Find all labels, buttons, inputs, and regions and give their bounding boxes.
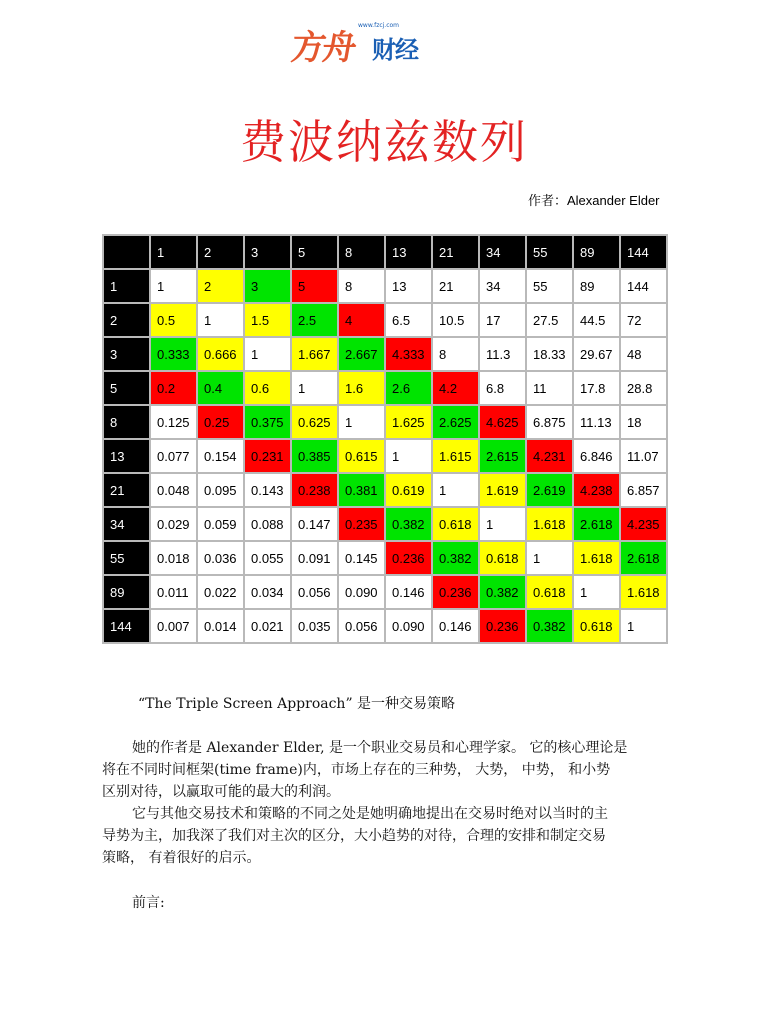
column-header-cell: 1 <box>150 235 197 269</box>
row-header-cell: 21 <box>103 473 150 507</box>
logo-url: www.fzcj.com <box>358 22 400 29</box>
ratio-cell: 1.618 <box>526 507 573 541</box>
row-header-cell: 89 <box>103 575 150 609</box>
row-header-cell: 5 <box>103 371 150 405</box>
ratio-cell: 1 <box>573 575 620 609</box>
ratio-cell: 2.615 <box>479 439 526 473</box>
row-header-cell: 8 <box>103 405 150 439</box>
logo-caijing: 财经 <box>372 36 418 64</box>
ratio-cell: 0.333 <box>150 337 197 371</box>
ratio-cell: 2.619 <box>526 473 573 507</box>
ratio-cell: 72 <box>620 303 667 337</box>
ratio-cell: 6.846 <box>573 439 620 473</box>
ratio-cell: 4 <box>338 303 385 337</box>
ratio-cell: 4.231 <box>526 439 573 473</box>
ratio-cell: 11.07 <box>620 439 667 473</box>
ratio-cell: 89 <box>573 269 620 303</box>
paragraph-author-line-3: 区别对待，以赢取可能的最大的利润。 <box>102 784 340 800</box>
ratio-cell: 0.090 <box>338 575 385 609</box>
ratio-cell: 8 <box>338 269 385 303</box>
fibonacci-table-body <box>103 235 667 643</box>
ratio-cell: 0.056 <box>338 609 385 643</box>
ratio-cell: 0.125 <box>150 405 197 439</box>
column-header-cell: 55 <box>526 235 573 269</box>
ratio-cell: 13 <box>385 269 432 303</box>
ratio-cell: 0.4 <box>197 371 244 405</box>
page-title: 费波纳兹数列 <box>240 115 528 169</box>
row-header-cell: 3 <box>103 337 150 371</box>
table-row <box>103 371 667 405</box>
column-header-cell: 2 <box>197 235 244 269</box>
ratio-cell: 0.011 <box>150 575 197 609</box>
ratio-cell: 0.618 <box>573 609 620 643</box>
ratio-cell: 0.036 <box>197 541 244 575</box>
ratio-cell: 44.5 <box>573 303 620 337</box>
ratio-cell: 8 <box>432 337 479 371</box>
ratio-cell: 11.3 <box>479 337 526 371</box>
ratio-cell: 1 <box>526 541 573 575</box>
ratio-cell: 0.382 <box>432 541 479 575</box>
ratio-cell: 1 <box>432 473 479 507</box>
ratio-cell: 1.618 <box>620 575 667 609</box>
ratio-cell: 0.6 <box>244 371 291 405</box>
ratio-cell: 10.5 <box>432 303 479 337</box>
ratio-cell: 0.007 <box>150 609 197 643</box>
column-header-cell: 21 <box>432 235 479 269</box>
ratio-cell: 0.385 <box>291 439 338 473</box>
ratio-cell: 0.034 <box>244 575 291 609</box>
paragraph-preface: 前言: <box>132 895 165 911</box>
ratio-cell: 4.235 <box>620 507 667 541</box>
table-row <box>103 541 667 575</box>
ratio-cell: 6.5 <box>385 303 432 337</box>
ratio-cell: 0.236 <box>385 541 432 575</box>
table-row <box>103 507 667 541</box>
ratio-cell: 4.625 <box>479 405 526 439</box>
row-header-cell: 34 <box>103 507 150 541</box>
ratio-cell: 4.333 <box>385 337 432 371</box>
fibonacci-ratio-table <box>102 234 668 644</box>
ratio-cell: 1 <box>197 303 244 337</box>
table-row <box>103 269 667 303</box>
ratio-cell: 0.095 <box>197 473 244 507</box>
ratio-cell: 6.857 <box>620 473 667 507</box>
ratio-cell: 0.018 <box>150 541 197 575</box>
ratio-cell: 0.618 <box>432 507 479 541</box>
table-row <box>103 439 667 473</box>
ratio-cell: 0.231 <box>244 439 291 473</box>
ratio-cell: 0.5 <box>150 303 197 337</box>
ratio-cell: 2.618 <box>620 541 667 575</box>
ratio-cell: 0.618 <box>479 541 526 575</box>
table-row <box>103 575 667 609</box>
ratio-cell: 18.33 <box>526 337 573 371</box>
ratio-cell: 0.146 <box>432 609 479 643</box>
ratio-cell: 1.5 <box>244 303 291 337</box>
column-header-cell: 5 <box>291 235 338 269</box>
ratio-cell: 1.618 <box>573 541 620 575</box>
ratio-cell: 2.5 <box>291 303 338 337</box>
column-header-cell: 144 <box>620 235 667 269</box>
column-header-cell: 13 <box>385 235 432 269</box>
ratio-cell: 1.619 <box>479 473 526 507</box>
ratio-cell: 0.154 <box>197 439 244 473</box>
table-header-row <box>103 235 667 269</box>
ratio-cell: 0.035 <box>291 609 338 643</box>
ratio-cell: 55 <box>526 269 573 303</box>
row-header-cell: 1 <box>103 269 150 303</box>
ratio-cell: 0.021 <box>244 609 291 643</box>
ratio-cell: 5 <box>291 269 338 303</box>
paragraph-intro: “The Triple Screen Approach” 是一种交易策略 <box>138 696 456 712</box>
ratio-cell: 0.382 <box>479 575 526 609</box>
ratio-cell: 1.615 <box>432 439 479 473</box>
ratio-cell: 0.381 <box>338 473 385 507</box>
ratio-cell: 1 <box>620 609 667 643</box>
table-row <box>103 609 667 643</box>
ratio-cell: 0.091 <box>291 541 338 575</box>
ratio-cell: 6.875 <box>526 405 573 439</box>
ratio-cell: 0.666 <box>197 337 244 371</box>
ratio-cell: 17.8 <box>573 371 620 405</box>
ratio-cell: 144 <box>620 269 667 303</box>
row-header-cell: 55 <box>103 541 150 575</box>
ratio-cell: 0.147 <box>291 507 338 541</box>
ratio-cell: 0.022 <box>197 575 244 609</box>
ratio-cell: 0.029 <box>150 507 197 541</box>
author-line: 作者：Alexander Elder <box>528 193 660 208</box>
ratio-cell: 0.619 <box>385 473 432 507</box>
ratio-cell: 48 <box>620 337 667 371</box>
ratio-cell: 18 <box>620 405 667 439</box>
ratio-cell: 0.143 <box>244 473 291 507</box>
ratio-cell: 11.13 <box>573 405 620 439</box>
ratio-cell: 1.625 <box>385 405 432 439</box>
ratio-cell: 21 <box>432 269 479 303</box>
ratio-cell: 0.077 <box>150 439 197 473</box>
row-header-cell: 2 <box>103 303 150 337</box>
ratio-cell: 4.2 <box>432 371 479 405</box>
ratio-cell: 0.014 <box>197 609 244 643</box>
ratio-cell: 0.615 <box>338 439 385 473</box>
ratio-cell: 0.146 <box>385 575 432 609</box>
ratio-cell: 2.6 <box>385 371 432 405</box>
ratio-cell: 3 <box>244 269 291 303</box>
ratio-cell: 0.625 <box>291 405 338 439</box>
ratio-cell: 0.382 <box>385 507 432 541</box>
ratio-cell: 0.238 <box>291 473 338 507</box>
ratio-cell: 1 <box>244 337 291 371</box>
column-header-cell: 3 <box>244 235 291 269</box>
table-row <box>103 473 667 507</box>
table-row <box>103 337 667 371</box>
ratio-cell: 1.6 <box>338 371 385 405</box>
ratio-cell: 28.8 <box>620 371 667 405</box>
row-header-cell: 13 <box>103 439 150 473</box>
ratio-cell: 0.088 <box>244 507 291 541</box>
ratio-cell: 0.048 <box>150 473 197 507</box>
ratio-cell: 6.8 <box>479 371 526 405</box>
ratio-cell: 4.238 <box>573 473 620 507</box>
paragraph-difference-line-2: 导势为主，加我深了我们对主次的区分，大小趋势的对待，合理的安排和制定交易 <box>102 828 606 844</box>
column-header-cell: 89 <box>573 235 620 269</box>
table-row <box>103 405 667 439</box>
row-header-cell: 144 <box>103 609 150 643</box>
paragraph-difference-line-3: 策略， 有着很好的启示。 <box>102 850 261 866</box>
ratio-cell: 29.67 <box>573 337 620 371</box>
ratio-cell: 0.145 <box>338 541 385 575</box>
paragraph-author-line-2: 将在不同时间框架(time frame)内，市场上存在的三种势， 大势， 中势， 和小势 <box>102 762 611 778</box>
ratio-cell: 0.375 <box>244 405 291 439</box>
column-header-cell: 8 <box>338 235 385 269</box>
paragraph-author-line-1: 她的作者是 Alexander Elder, 是一个职业交易员和心理学家。 它的核心理论是 <box>132 740 628 756</box>
ratio-cell: 0.2 <box>150 371 197 405</box>
ratio-cell: 0.056 <box>291 575 338 609</box>
ratio-cell: 1 <box>291 371 338 405</box>
ratio-cell: 0.25 <box>197 405 244 439</box>
ratio-cell: 17 <box>479 303 526 337</box>
ratio-cell: 34 <box>479 269 526 303</box>
ratio-cell: 0.090 <box>385 609 432 643</box>
ratio-cell: 1 <box>338 405 385 439</box>
ratio-cell: 1 <box>479 507 526 541</box>
ratio-cell: 11 <box>526 371 573 405</box>
ratio-cell: 27.5 <box>526 303 573 337</box>
ratio-cell: 2 <box>197 269 244 303</box>
ratio-cell: 2.667 <box>338 337 385 371</box>
ratio-cell: 0.382 <box>526 609 573 643</box>
ratio-cell: 1.667 <box>291 337 338 371</box>
table-corner-cell <box>103 235 150 269</box>
table-row <box>103 303 667 337</box>
ratio-cell: 0.055 <box>244 541 291 575</box>
ratio-cell: 0.236 <box>432 575 479 609</box>
ratio-cell: 2.625 <box>432 405 479 439</box>
paragraph-difference-line-1: 它与其他交易技术和策略的不同之处是她明确地提出在交易时绝对以当时的主 <box>132 806 608 822</box>
logo-fangzhou: 方舟 <box>287 28 357 68</box>
ratio-cell: 1 <box>385 439 432 473</box>
ratio-cell: 0.618 <box>526 575 573 609</box>
ratio-cell: 1 <box>150 269 197 303</box>
ratio-cell: 0.236 <box>479 609 526 643</box>
ratio-cell: 0.059 <box>197 507 244 541</box>
ratio-cell: 2.618 <box>573 507 620 541</box>
ratio-cell: 0.235 <box>338 507 385 541</box>
column-header-cell: 34 <box>479 235 526 269</box>
